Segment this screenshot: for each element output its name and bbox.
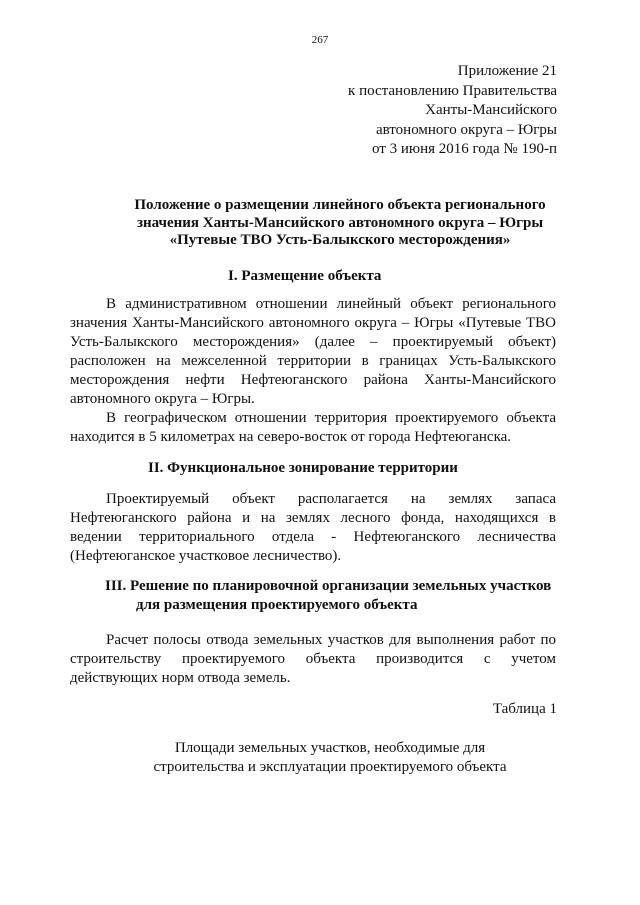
page-number: 267 [311, 34, 329, 46]
section-2-body [70, 490, 556, 566]
paragraph-line: строительству проектируемого объекта производится с учетом [70, 651, 556, 667]
paragraph-line: находится в 5 километрах на северо-восток от города Нефтеюганска. [70, 429, 512, 445]
paragraph-line: значения Ханты-Мансийского автономного округа – Югры «Путевые ТВО [70, 315, 556, 331]
section-3-heading-line-2: для размещения проектируемого объекта [136, 597, 418, 613]
caption-line: строительства и эксплуатации проектируемого объекта [153, 759, 507, 775]
section-2-heading: II. Функциональное зонирование территории [148, 460, 458, 476]
table-number: Таблица 1 [492, 701, 557, 717]
title-line: значения Ханты-Мансийского автономного округа – Югры [136, 214, 544, 231]
appendix-line: к постановлению Правительства [348, 82, 557, 99]
section-1-body [70, 295, 556, 447]
title-line: «Путевые ТВО Усть-Балыкского месторождения» [169, 232, 511, 248]
appendix-line: Приложение 21 [457, 63, 557, 79]
paragraph-line: автономного округа – Югры. [70, 391, 255, 407]
paragraph-line: ведении территориального отдела - Нефтеюганского лесничества [70, 529, 556, 545]
paragraph-line: (Нефтеюганское участковое лесничество). [70, 548, 342, 564]
appendix-line: Ханты-Мансийского [425, 102, 557, 118]
document-title [70, 197, 610, 250]
appendix-block [348, 62, 557, 160]
paragraph-line: Проектируемый объект располагается на землях запаса [106, 491, 556, 507]
paragraph-line: Усть-Балыкского месторождения» (далее – проектируемый объект) [70, 334, 556, 350]
paragraph-line: В административном отношении линейный объект регионального [106, 296, 556, 312]
paragraph-line: действующих норм отвода земель. [70, 670, 291, 686]
section-3-heading-line-1: III. Решение по планировочной организации земельных участков [105, 578, 552, 594]
table-caption [70, 739, 590, 777]
paragraph-line: В географическом отношении территория проектируемого объекта [106, 410, 556, 426]
title-line: Положение о размещении линейного объекта регионального [134, 197, 546, 213]
paragraph-line: месторождения нефти Нефтеюганского района Ханты-Мансийского [70, 372, 556, 388]
paragraph-line: расположен на межселенной территории в границах Усть-Балыкского [70, 353, 556, 369]
paragraph-line: Расчет полосы отвода земельных участков для выполнения работ по [106, 632, 556, 648]
caption-line: Площади земельных участков, необходимые для [174, 740, 486, 756]
appendix-line: автономного округа – Югры [375, 121, 557, 138]
section-1-heading: I. Размещение объекта [228, 268, 382, 284]
appendix-line: от 3 июня 2016 года № 190-п [372, 141, 557, 157]
paragraph-line: Нефтеюганского района и на землях лесного фонда, находящихся в [70, 510, 556, 526]
section-3-body [70, 631, 556, 688]
